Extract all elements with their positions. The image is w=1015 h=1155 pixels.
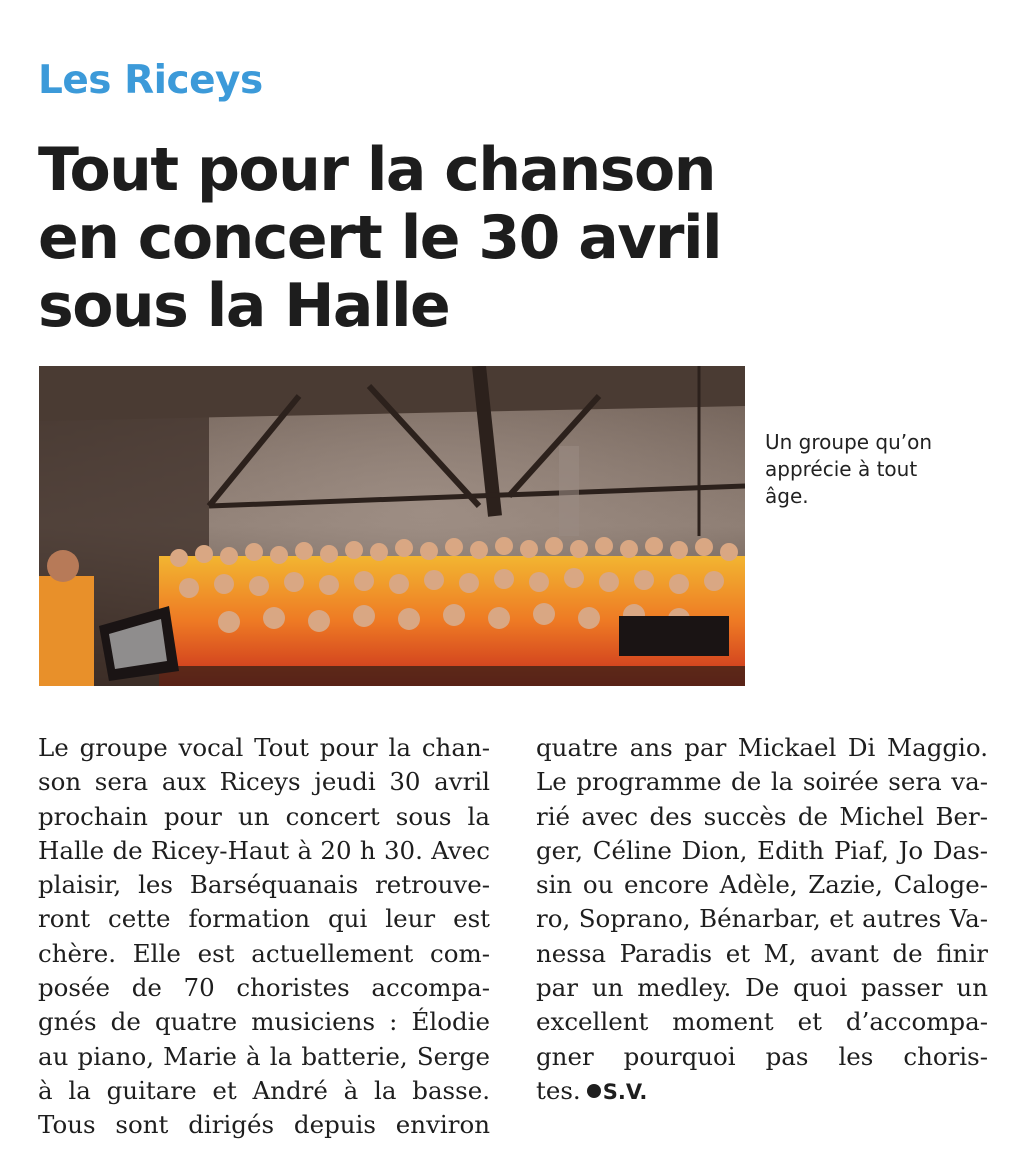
body-line: ront cette formation qui leur est <box>38 904 490 934</box>
body-line: ger, Céline Dion, Edith Piaf, Jo Das- <box>536 835 988 865</box>
article-photo <box>39 366 745 686</box>
photo-caption: Un groupe qu’on apprécie à tout âge. <box>765 430 933 508</box>
body-line: nessa Paradis et M, avant de finir <box>536 938 988 968</box>
choir-members <box>159 537 745 686</box>
body-line: gnés de quatre musiciens : Élodie <box>38 1007 490 1037</box>
headline-line-2: en concert le 30 avril <box>38 203 722 273</box>
choir-photo-illustration <box>39 366 745 686</box>
body-line: par un medley. De quoi passer un <box>536 973 988 1003</box>
body-line: gner pourquoi pas les choris- <box>536 1041 988 1071</box>
body-line: excellent moment et d’accompa- <box>536 1007 988 1037</box>
article-headline <box>38 136 758 340</box>
body-line: prochain pour un concert sous la <box>38 801 490 831</box>
author-signature: S.V. <box>602 1079 648 1104</box>
section-kicker: Les Riceys <box>38 58 263 103</box>
body-line: ro, Soprano, Bénarbar, et autres Va- <box>536 904 988 934</box>
body-line: plaisir, les Barséquanais retrouve- <box>38 870 490 900</box>
headline-line-3: sous la Halle <box>38 271 450 341</box>
body-line: sin ou encore Adèle, Zazie, Caloge- <box>536 870 988 900</box>
article-body-column-2 <box>536 731 988 1109</box>
body-line: à la guitare et André à la basse. <box>38 1075 490 1105</box>
body-last-text: tes. <box>536 1075 581 1105</box>
body-line: Le groupe vocal Tout pour la chan- <box>38 733 490 762</box>
body-line: chère. Elle est actuellement com- <box>38 938 490 968</box>
body-line: Le programme de la soirée sera va- <box>536 767 988 797</box>
body-line: posée de 70 choristes accompa- <box>38 973 490 1003</box>
bullet-dot-icon <box>587 1084 601 1098</box>
body-line: au piano, Marie à la batterie, Serge <box>38 1041 490 1071</box>
body-line: rié avec des succès de Michel Ber- <box>536 801 988 831</box>
body-line-final <box>536 1074 988 1109</box>
headline-line-1: Tout pour la chanson <box>38 135 715 205</box>
body-line: Halle de Ricey-Haut à 20 h 30. Avec <box>38 835 490 865</box>
body-line: quatre ans par Mickael Di Maggio. <box>536 733 988 762</box>
body-line: son sera aux Riceys jeudi 30 avril <box>38 767 490 797</box>
article-body-column-1 <box>38 731 490 1143</box>
keyboard-stand <box>619 616 729 656</box>
body-line: Tous sont dirigés depuis environ <box>38 1110 490 1140</box>
